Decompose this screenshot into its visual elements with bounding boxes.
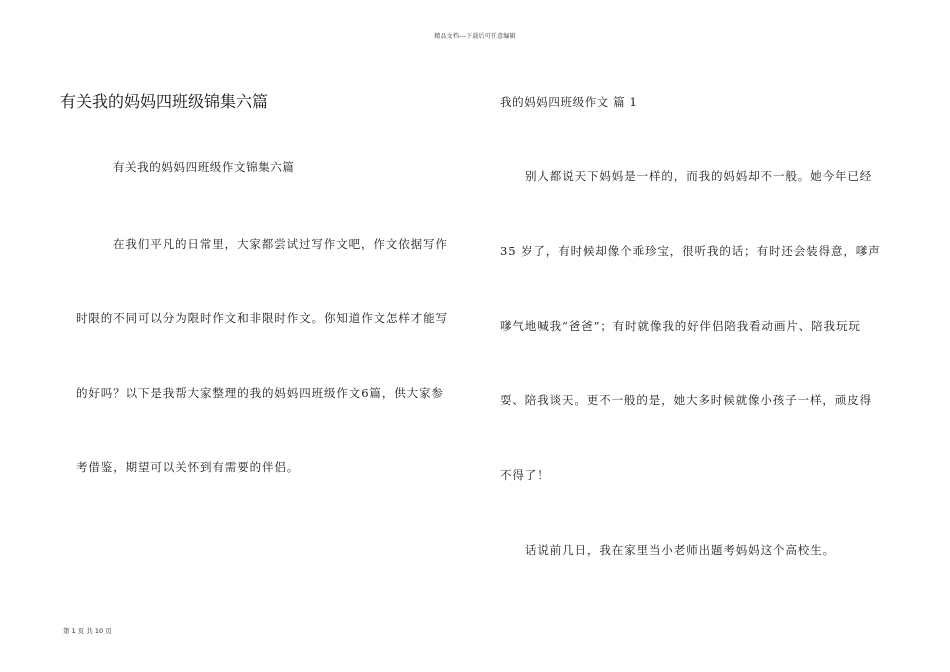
header-note: 精品文档---下载后可任意编辑 [434,33,516,40]
paragraph-line: 别人都说天下妈妈是一样的，而我的妈妈却不一般。她今年已经 [525,169,873,183]
paragraph-line: 不得了！ [500,468,550,482]
paragraph-line: 时限的不同可以分为限时作文和非限时作文。你知道作文怎样才能写 [76,311,448,325]
section-heading: 我的妈妈四班级作文 篇 1 [500,95,638,109]
page-number: 第 1 页 共 10 页 [63,627,112,635]
paragraph-line: 35 岁了，有时候却像个乖珍宝，很听我的话；有时还会装得意，嗲声 [500,244,881,258]
paragraph-line: 考借鉴，期望可以关怀到有需要的伴侣。 [76,460,300,474]
paragraph-line: 耍、陪我谈天。更不一般的是，她大多时候就像小孩子一样，顽皮得 [500,393,872,407]
paragraph-line: 在我们平凡的日常里，大家都尝试过写作文吧，作文依据写作 [113,237,448,251]
document-subtitle: 有关我的妈妈四班级作文锦集六篇 [113,160,295,174]
paragraph-line: 嗲气地喊我“爸爸”；有时就像我的好伴侣陪我看动画片、陪我玩玩 [500,319,861,333]
document-title: 有关我的妈妈四班级锦集六篇 [60,92,269,111]
paragraph-line: 话说前几日，我在家里当小老师出题考妈妈这个高校生。 [525,543,835,557]
paragraph-line: 的好吗？以下是我帮大家整理的我的妈妈四班级作文6篇，供大家参 [76,386,444,400]
